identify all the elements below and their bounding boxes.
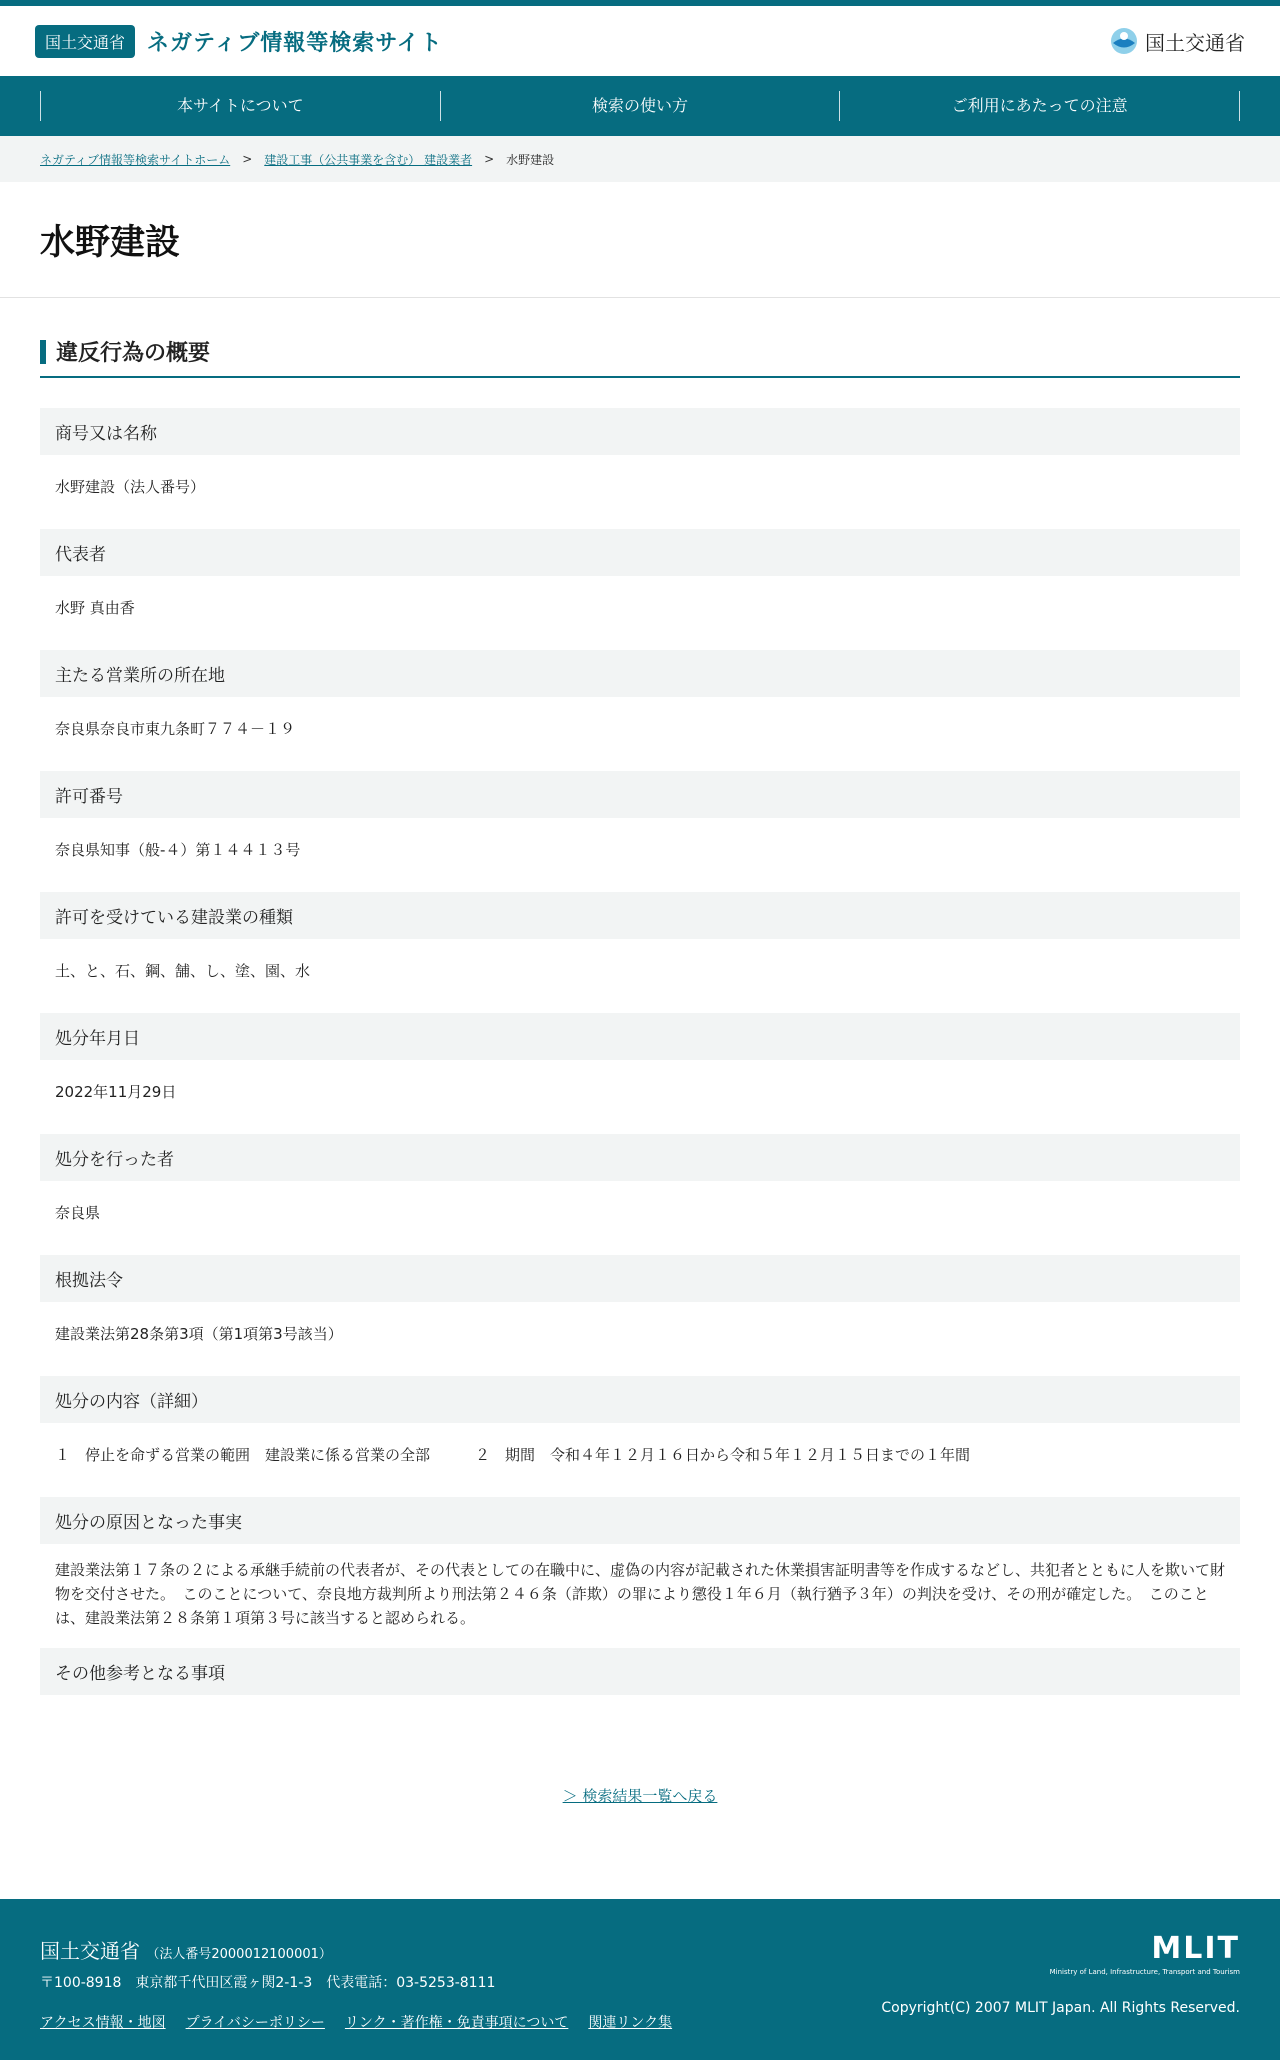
- field-value-license-types: 土、と、石、鋼、舗、し、塗、園、水: [55, 962, 311, 980]
- section-heading: [40, 336, 1240, 378]
- site-header: [0, 6, 1280, 76]
- footer-link-copyright[interactable]: リンク・著作権・免責事項について: [344, 2015, 569, 2031]
- field-value-cause-facts: 建設業法第１７条の２による承継手続前の代表者が、その代表としての在職中に、虚偽の内容が記載された休業損害証明書等を作成するなどし、共犯者とともに人を欺いて財物を交付させた。 このことについて、奈良地方裁判所より刑法第２４６条（詐欺）の罪により懲役１年６月（執行猶予３年）の判決を受け、その刑が確定した。 このことは、建設業法第２８条第１項第３号に該当すると認められる。: [55, 1561, 1226, 1627]
- back-to-results-link[interactable]: ＞ 検索結果一覧へ戻る: [562, 1787, 718, 1805]
- field-label-cause-facts: 処分の原因となった事実: [40, 1497, 1240, 1544]
- copyright: Copyright(C) 2007 MLIT Japan. All Rights Reserved.: [881, 2000, 1240, 2016]
- page-title: 水野建設: [40, 222, 181, 263]
- nav-about[interactable]: 本サイトについて: [40, 91, 440, 121]
- breadcrumb-separator: >: [484, 152, 495, 166]
- main-content: [0, 298, 1280, 1899]
- ministry-emblem-icon: [1109, 26, 1139, 56]
- breadcrumb-current: 水野建設: [506, 152, 555, 167]
- field-label-office-address: 主たる営業所の所在地: [40, 650, 1240, 697]
- ministry-logo[interactable]: [1109, 26, 1245, 56]
- field-value-company-name: 水野建設（法人番号）: [55, 478, 206, 496]
- breadcrumb: [0, 136, 1280, 182]
- mlit-logo-subtitle: Ministry of Land, Infrastructure, Transport and Tourism: [1049, 1968, 1240, 1976]
- breadcrumb-category-link[interactable]: 建設工事（公共事業を含む） 建設業者: [264, 152, 473, 167]
- footer-link-access[interactable]: アクセス情報・地図: [40, 2015, 166, 2031]
- field-value-disposition-date: 2022年11月29日: [55, 1083, 177, 1101]
- field-label-representative: 代表者: [40, 529, 1240, 576]
- field-label-disposition-detail: 処分の内容（詳細）: [40, 1376, 1240, 1423]
- footer-org: [40, 1935, 672, 1964]
- mlit-logo: MLIT: [1151, 1931, 1240, 1966]
- field-label-other-notes: その他参考となる事項: [40, 1648, 1240, 1695]
- field-value-legal-basis: 建設業法第28条第3項（第1項第3号該当）: [55, 1325, 343, 1343]
- footer-links: [40, 2012, 672, 2032]
- footer-info: [40, 1935, 672, 2060]
- back-link-area: [40, 1775, 1240, 1899]
- footer-brand: [881, 1931, 1240, 2060]
- field-value-disposition-detail: １ 停止を命ずる営業の範囲 建設業に係る営業の全部 ２ 期間 令和４年１２月１６日から令和５年１２月１５日までの１年間: [55, 1446, 971, 1464]
- page-title-area: [0, 182, 1280, 298]
- field-label-company-name: 商号又は名称: [40, 408, 1240, 455]
- footer-link-related[interactable]: 関連リンク集: [588, 2015, 673, 2031]
- field-label-license-number: 許可番号: [40, 771, 1240, 818]
- site-brand[interactable]: [35, 25, 443, 58]
- field-value-other-notes: [40, 1695, 1240, 1755]
- field-label-disposing-authority: 処分を行った者: [40, 1134, 1240, 1181]
- footer-corp-number: （法人番号2000012100001）: [146, 1947, 332, 1962]
- field-value-office-address: 奈良県奈良市東九条町７７４－１９: [55, 720, 296, 738]
- ministry-name: 国土交通省: [1145, 30, 1245, 55]
- footer-org-name: 国土交通省: [40, 1939, 140, 1963]
- site-footer: [0, 1899, 1280, 2060]
- field-value-representative: 水野 真由香: [55, 599, 135, 617]
- section-title: 違反行為の概要: [56, 341, 211, 366]
- field-value-license-number: 奈良県知事（般-４）第１４４１３号: [55, 841, 301, 859]
- footer-address: 〒100-8918 東京都千代田区霞ヶ関2-1-3 代表電話：03-5253-8111: [40, 1975, 496, 1991]
- breadcrumb-separator: >: [242, 152, 253, 166]
- heading-accent-bar: [40, 340, 46, 364]
- site-title: ネガティブ情報等検索サイト: [147, 30, 443, 56]
- ministry-badge: 国土交通省: [35, 25, 135, 58]
- field-label-license-types: 許可を受けている建設業の種類: [40, 892, 1240, 939]
- nav-notes[interactable]: ご利用にあたっての注意: [839, 91, 1240, 121]
- field-value-disposing-authority: 奈良県: [55, 1204, 101, 1222]
- breadcrumb-home-link[interactable]: ネガティブ情報等検索サイトホーム: [40, 152, 231, 167]
- field-label-disposition-date: 処分年月日: [40, 1013, 1240, 1060]
- nav-how-to-search[interactable]: 検索の使い方: [440, 91, 840, 121]
- footer-link-privacy[interactable]: プライバシーポリシー: [185, 2015, 325, 2031]
- global-nav: [0, 76, 1280, 136]
- field-label-legal-basis: 根拠法令: [40, 1255, 1240, 1302]
- violation-details: [40, 408, 1240, 1755]
